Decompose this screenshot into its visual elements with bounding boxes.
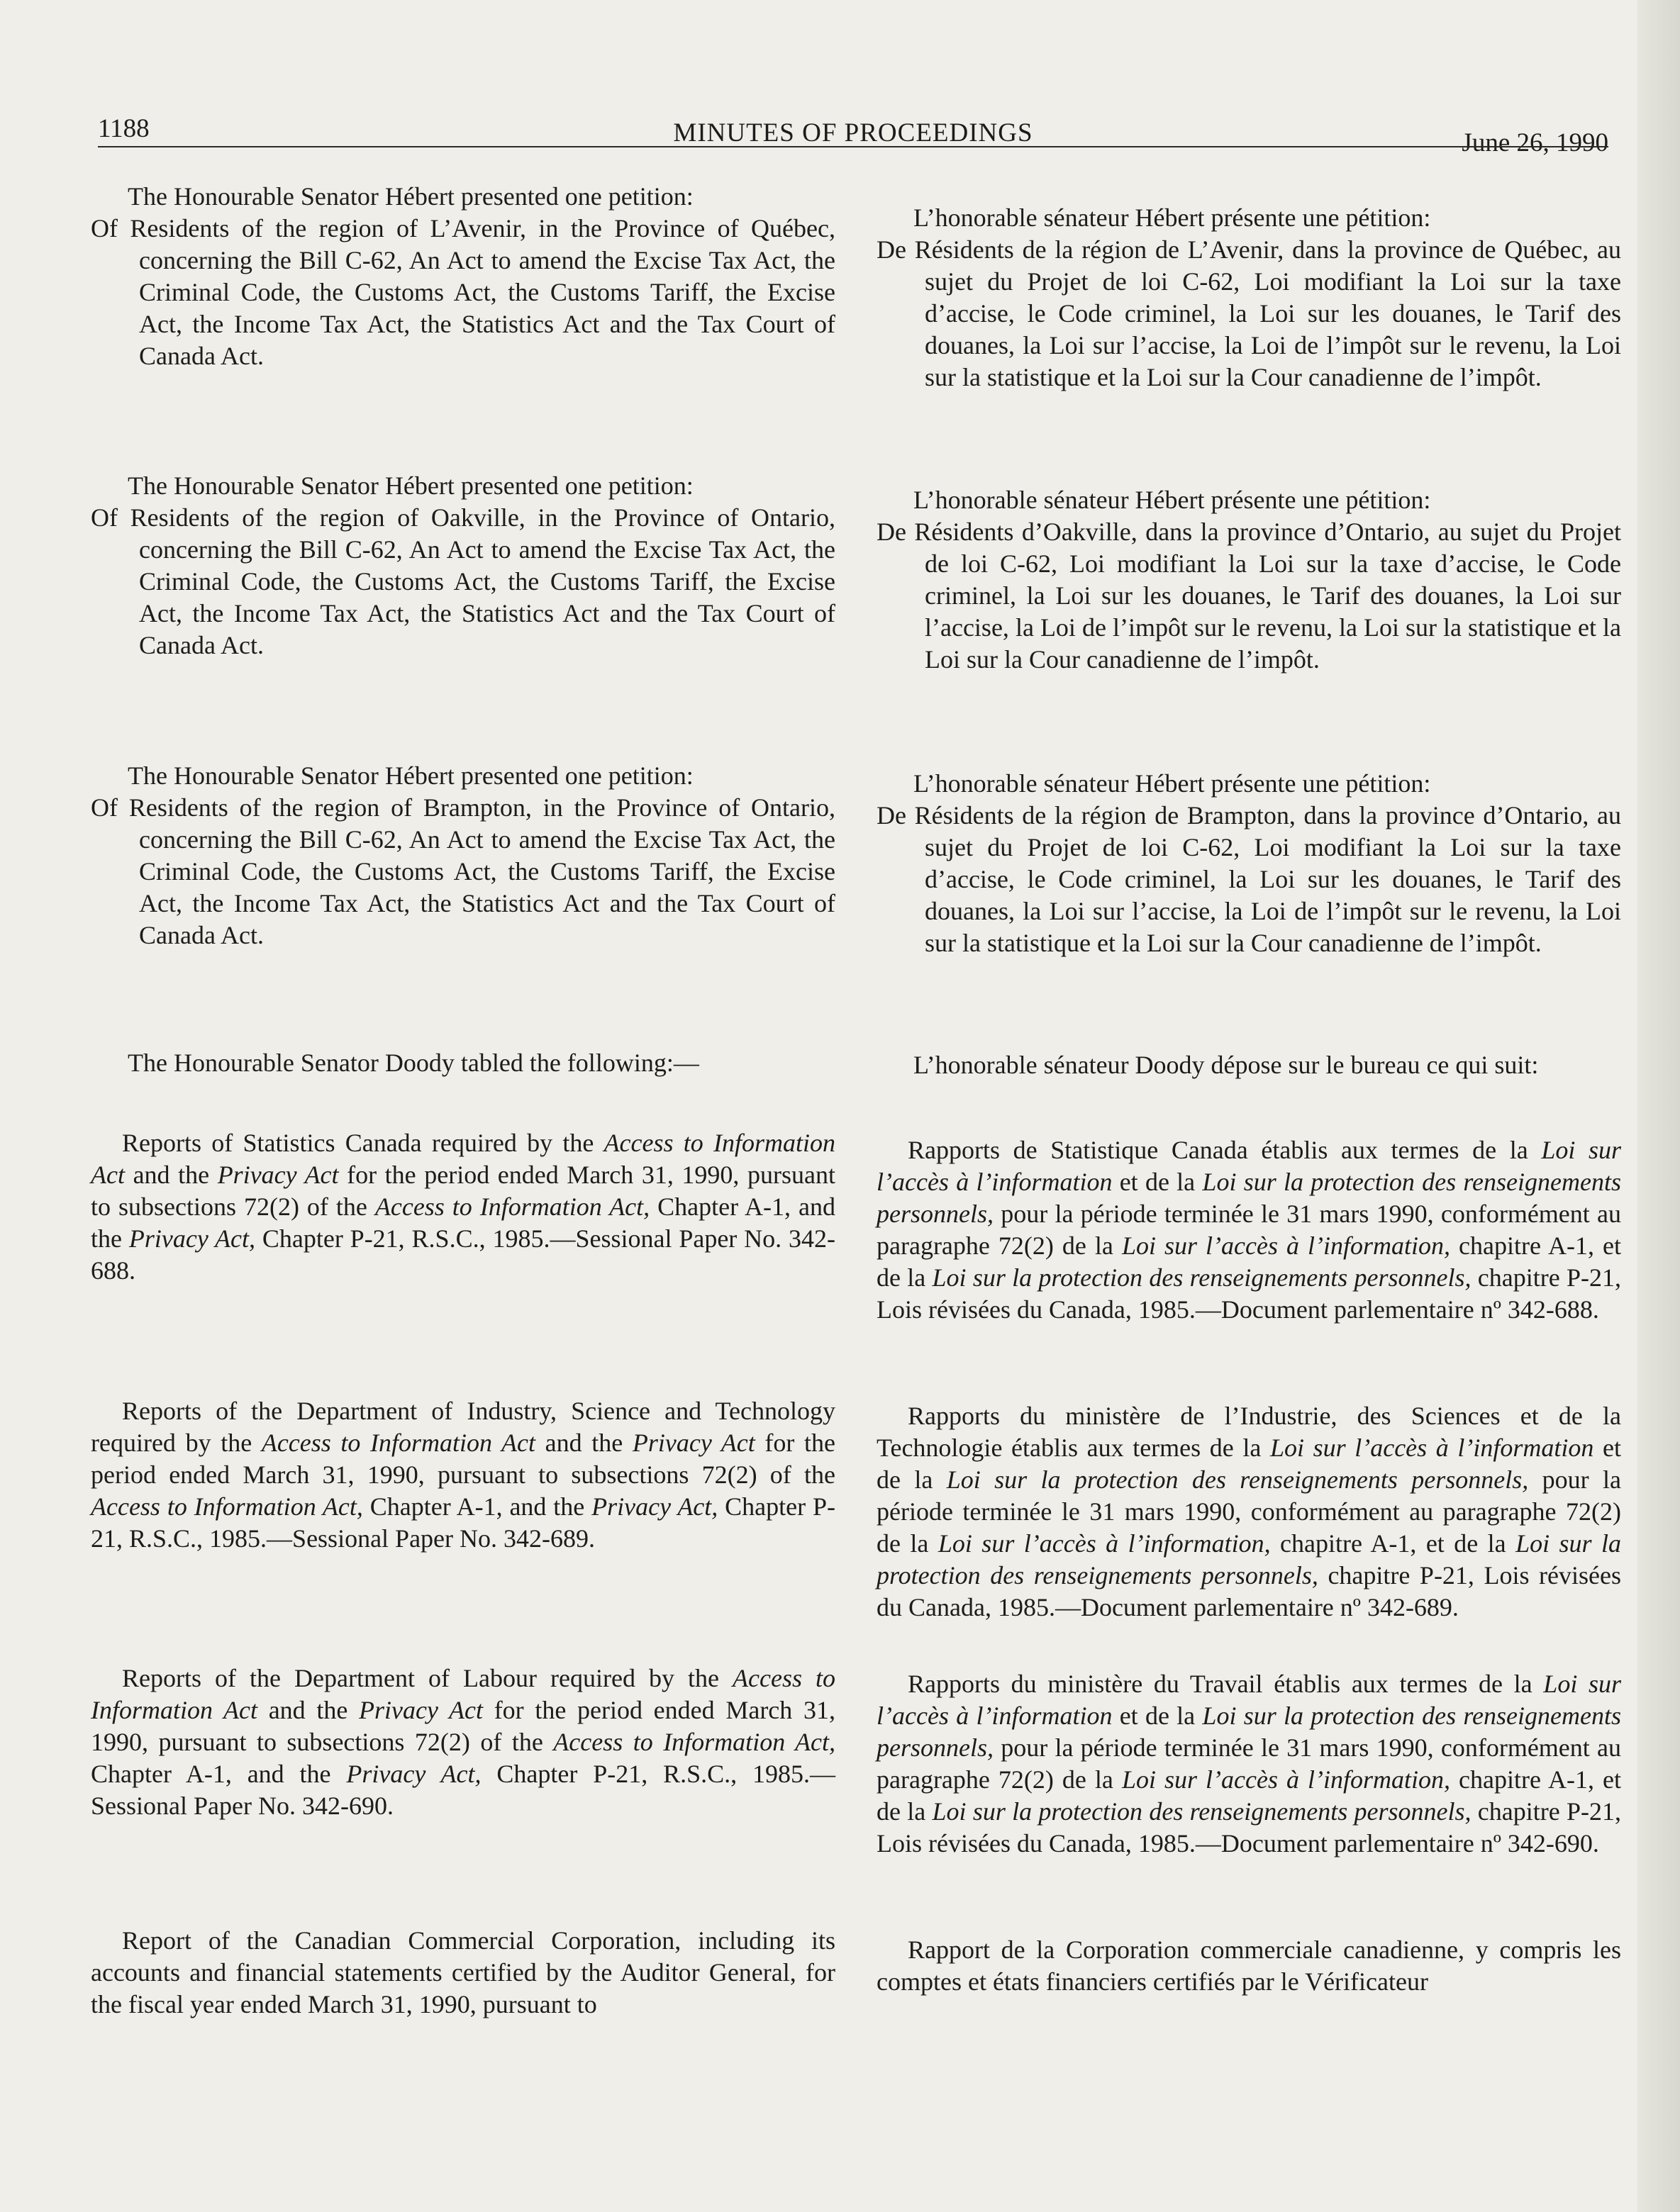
petition-block <box>91 181 835 372</box>
report-paragraph <box>877 1134 1621 1326</box>
petition-text: Of Residents of the region of Brampton, in the Province of Ontario, concerning the Bill C-62, An Act to amend the Excise Tax Act, the Criminal Code, the Customs Act, the Customs Tariff, the Excise Act, the Income Tax Act, the Statistics Act and the Tax Court of Canada Act. <box>91 793 835 949</box>
report-text: Reports of Statistics Canada required by the Access to Information Act and the Privacy Act for the period ended March 31, 1990, pursuant to subsections 72(2) of the Access to Information Act, Chapter A-1, and the Privacy Act, Chapter P-21, R.S.C., 1985.—Sessional Paper No. 342-688. <box>91 1129 836 1285</box>
petition-intro: The Honourable Senator Hébert presented one petition: <box>128 471 694 500</box>
tabled-block <box>877 1049 1621 1081</box>
report-text: Rapports du ministère du Travail établis aux termes de la Loi sur l’accès à l’information et de la Loi sur la protection des renseignements personnels, pour la période terminée le 31 mars 1990, conformément au paragraphe 72(2) de la Loi sur l’accès à l’information, chapitre A-1, et de la Loi sur la protection des renseignements personnels, chapitre P-21, Lois révisées du Canada, 1985.—Document parlementaire nº 342-690. <box>877 1670 1622 1858</box>
petition-intro: The Honourable Senator Hébert presented one petition: <box>128 182 694 211</box>
tabled-block <box>91 1047 835 1079</box>
report-paragraph <box>91 1663 835 1822</box>
report-paragraph <box>91 1925 835 2021</box>
report-paragraph <box>877 1668 1621 1860</box>
report-paragraph <box>877 1934 1621 1998</box>
petition-intro: L’honorable sénateur Hébert présente une pétition: <box>913 486 1431 514</box>
petition-text: Of Residents of the region of L’Avenir, in the Province of Québec, concerning the Bill C-62, An Act to amend the Excise Tax Act, the Criminal Code, the Customs Act, the Customs Tariff, the Excise Act, the Income Tax Act, the Statistics Act and the Tax Court of Canada Act. <box>91 214 835 370</box>
page-number: 1188 <box>98 114 150 143</box>
report-text: Rapport de la Corporation commerciale canadienne, y compris les comptes et états financiers certifiés par le Vérificateur <box>877 1936 1621 1996</box>
report-paragraph <box>91 1395 835 1555</box>
petition-block <box>877 484 1621 676</box>
report-paragraph <box>877 1400 1621 1624</box>
report-text: Rapports de Statistique Canada établis aux termes de la Loi sur l’accès à l’information et de la Loi sur la protection des renseignements personnels, pour la période terminée le 31 mars 1990, conformément au paragraphe 72(2) de la Loi sur l’accès à l’information, chapitre A-1, et de la Loi sur la protection des renseignements personnels, chapitre P-21, Lois révisées du Canada, 1985.—Document parlementaire nº 342-688. <box>877 1136 1622 1324</box>
petition-intro: L’honorable sénateur Hébert présente une pétition: <box>913 203 1431 232</box>
header-date: June 26, 1990 <box>1462 128 1608 157</box>
header-title: MINUTES OF PROCEEDINGS <box>673 118 1033 147</box>
running-header <box>98 106 1608 156</box>
petition-text: De Résidents d’Oakville, dans la province d’Ontario, au sujet du Projet de loi C-62, Loi modifiant la Loi sur la taxe d’accise, le Code criminel, la Loi sur les douanes, le Tarif des douanes, la Loi sur l’accise, la Loi de l’impôt sur le revenu, la Loi sur la statistique et la Loi sur la Cour canadienne de l’impôt. <box>877 518 1621 674</box>
petition-intro: The Honourable Senator Hébert presented one petition: <box>128 761 694 790</box>
petition-intro: L’honorable sénateur Hébert présente une pétition: <box>913 769 1431 798</box>
report-text: Rapports du ministère de l’Industrie, des Sciences et de la Technologie établis aux termes de la Loi sur l’accès à l’information et de la Loi sur la protection des renseignements personnels, pour la période terminée le 31 mars 1990, conformément au paragraphe 72(2) de la Loi sur l’accès à l’information, chapitre A-1, et de la Loi sur la protection des renseignements personnels, chapitre P-21, Lois révisées du Canada, 1985.—Document parlementaire nº 342-689. <box>877 1402 1621 1621</box>
report-text: Report of the Canadian Commercial Corporation, including its accounts and financial statements certified by the Auditor General, for the fiscal year ended March 31, 1990, pursuant to <box>91 1926 835 2018</box>
tabled-intro: L’honorable sénateur Doody dépose sur le bureau ce qui suit: <box>913 1051 1539 1079</box>
page-edge-shadow <box>1637 0 1680 2212</box>
petition-block <box>91 470 835 661</box>
report-paragraph <box>91 1127 835 1287</box>
petition-block <box>91 760 835 951</box>
report-text: Reports of the Department of Labour required by the Access to Information Act and the Privacy Act for the period ended March 31, 1990, pursuant to subsections 72(2) of the Access to Information Act, Chapter A-1, and the Privacy Act, Chapter P-21, R.S.C., 1985.—Sessional Paper No. 342-690. <box>91 1664 835 1820</box>
petition-text: De Résidents de la région de Brampton, dans la province d’Ontario, au sujet du Projet de loi C-62, Loi modifiant la Loi sur la taxe d’accise, le Code criminel, la Loi sur les douanes, le Tarif des douanes, la Loi sur l’accise, la Loi de l’impôt sur le revenu, la Loi sur la statistique et la Loi sur la Cour canadienne de l’impôt. <box>877 801 1621 957</box>
petition-block <box>877 202 1621 393</box>
header-rule <box>98 146 1608 147</box>
petition-text: Of Residents of the region of Oakville, in the Province of Ontario, concerning the Bill C-62, An Act to amend the Excise Tax Act, the Criminal Code, the Customs Act, the Customs Tariff, the Excise Act, the Income Tax Act, the Statistics Act and the Tax Court of Canada Act. <box>91 503 835 659</box>
petition-block <box>877 768 1621 959</box>
petition-text: De Résidents de la région de L’Avenir, dans la province de Québec, au sujet du Projet de loi C-62, Loi modifiant la Loi sur la taxe d’accise, le Code criminel, la Loi sur les douanes, le Tarif des douanes, la Loi sur l’accise, la Loi de l’impôt sur le revenu, la Loi sur la statistique et la Loi sur la Cour canadienne de l’impôt. <box>877 235 1621 391</box>
tabled-intro: The Honourable Senator Doody tabled the following:— <box>128 1049 699 1077</box>
report-text: Reports of the Department of Industry, Science and Technology required by the Access to Information Act and the Privacy Act for the period ended March 31, 1990, pursuant to subsections 72(2) of the Access to Information Act, Chapter A-1, and the Privacy Act, Chapter P-21, R.S.C., 1985.—Sessional Paper No. 342-689. <box>91 1397 836 1553</box>
